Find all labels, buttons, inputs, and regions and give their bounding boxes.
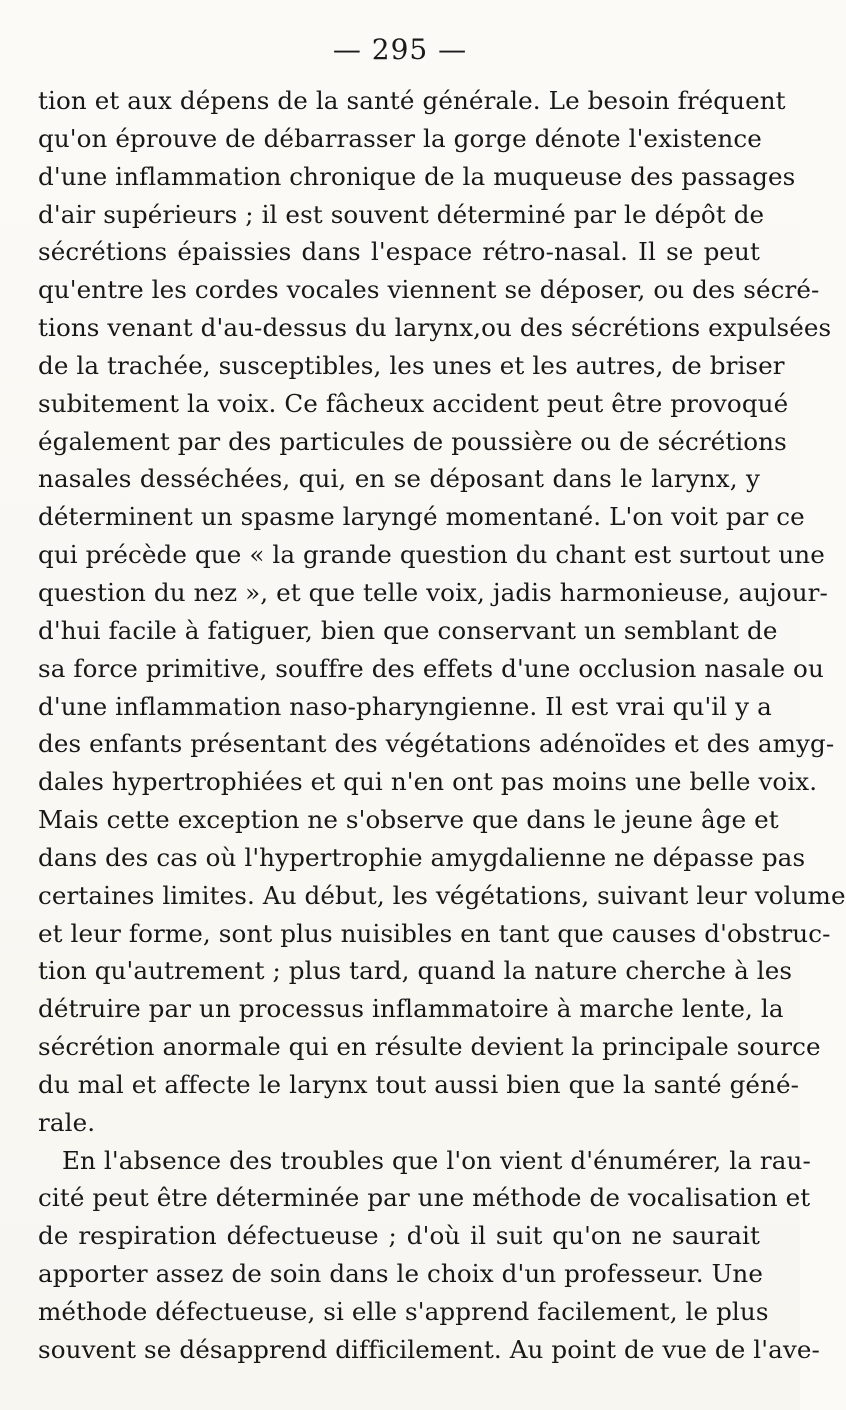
- text-line: nasales desséchées, qui, en se déposant dans le larynx, y: [38, 464, 760, 494]
- paragraph-2: [38, 1142, 820, 1369]
- text-line: dans des cas où l'hypertrophie amygdalienne ne dépasse pas: [38, 842, 806, 872]
- page-number: — 295 —: [332, 33, 468, 66]
- text-line: dales hypertrophiées et qui n'en ont pas moins une belle voix.: [38, 767, 818, 797]
- text-line: question du nez », et que telle voix, jadis harmonieuse, aujour-: [38, 577, 828, 607]
- text-line: souvent se désapprend difficilement. Au point de vue de l'ave-: [38, 1334, 820, 1364]
- text-line: d'hui facile à fatiguer, bien que conservant un semblant de: [38, 615, 778, 645]
- text-line: sa force primitive, souffre des effets d'une occlusion nasale ou: [38, 653, 824, 683]
- text-line: d'une inflammation chronique de la muqueuse des passages: [38, 161, 796, 191]
- text-line: d'air supérieurs ; il est souvent déterminé par le dépôt de: [38, 199, 765, 229]
- paragraph-1: [38, 82, 846, 1142]
- text-line: qu'entre les cordes vocales viennent se déposer, ou des sécré-: [38, 275, 820, 305]
- text-line: méthode défectueuse, si elle s'apprend facilement, le plus: [38, 1297, 769, 1326]
- text-line: tion qu'autrement ; plus tard, quand la nature cherche à les: [38, 956, 793, 986]
- text-line: de la trachée, susceptibles, les unes et les autres, de briser: [38, 350, 785, 380]
- text-line: Mais cette exception ne s'observe que dans le jeune âge et: [38, 805, 779, 835]
- text-line: En l'absence des troubles que l'on vient d'énumérer, la rau-: [62, 1145, 811, 1175]
- text-line: du mal et affecte le larynx tout aussi bien que la santé géné-: [38, 1069, 800, 1099]
- text-line: tion et aux dépens de la santé générale. Le besoin fréquent: [38, 86, 786, 115]
- text-line: qu'on éprouve de débarrasser la gorge dénote l'existence: [38, 123, 762, 153]
- text-line: et leur forme, sont plus nuisibles en tant que causes d'obstruc-: [38, 918, 831, 948]
- text-line: subitement la voix. Ce fâcheux accident peut être provoqué: [38, 388, 789, 418]
- text-line: certaines limites. Au début, les végétations, suivant leur volume: [38, 880, 846, 910]
- text-line: déterminent un spasme laryngé momentané. L'on voit par ce: [38, 502, 805, 532]
- text-line: sécrétions épaissies dans l'espace rétro-nasal. Il se peut: [38, 237, 760, 267]
- text-line: détruire par un processus inflammatoire à marche lente, la: [38, 994, 784, 1024]
- text-line: également par des particules de poussière ou de sécrétions: [38, 426, 787, 456]
- text-line: cité peut être déterminée par une méthode de vocalisation et: [38, 1183, 811, 1213]
- body-text: [38, 82, 846, 1369]
- text-line: d'une inflammation naso-pharyngienne. Il est vrai qu'il y a: [38, 691, 772, 721]
- text-line: sécrétion anormale qui en résulte devient la principale source: [38, 1032, 821, 1062]
- text-line: des enfants présentant des végétations adénoïdes et des amyg-: [38, 729, 835, 759]
- text-line: apporter assez de soin dans le choix d'un professeur. Une: [38, 1259, 764, 1289]
- text-line: qui précède que « la grande question du chant est surtout une: [38, 540, 825, 570]
- text-line: de respiration défectueuse ; d'où il suit qu'on ne saurait: [38, 1221, 760, 1251]
- text-line: tions venant d'au-dessus du larynx,ou des sécrétions expulsées: [38, 313, 832, 343]
- text-line: rale.: [38, 1107, 96, 1137]
